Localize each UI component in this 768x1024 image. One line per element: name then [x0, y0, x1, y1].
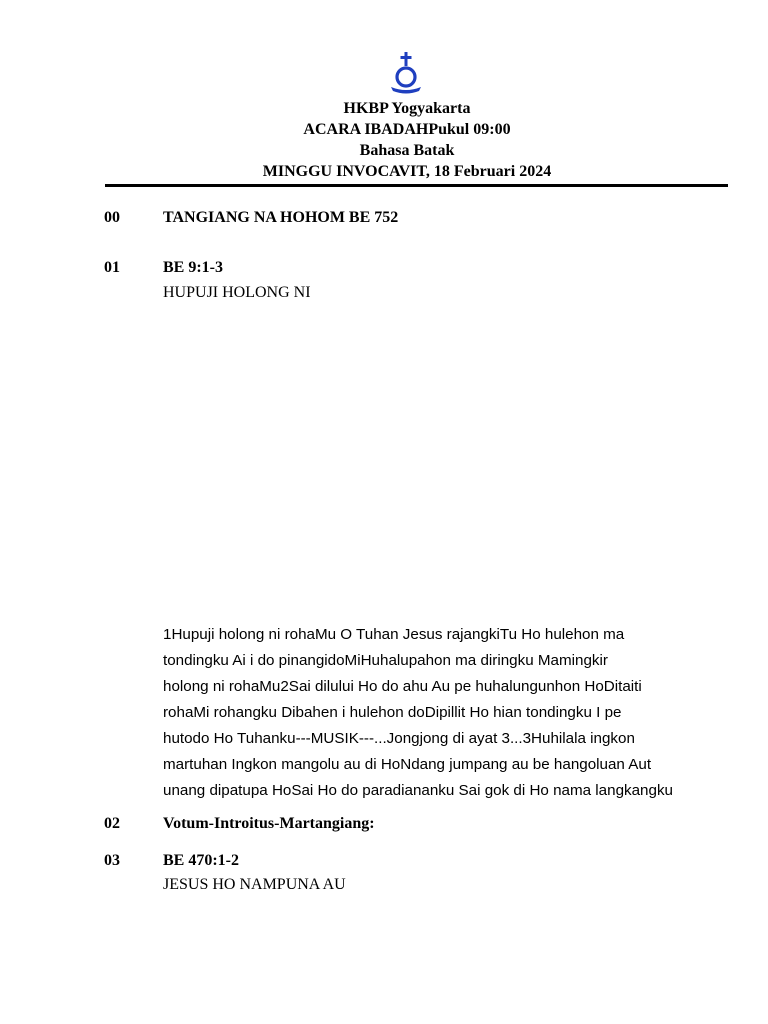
lyrics-line: rohaMi rohangku Dibahen i hulehon doDipillit Ho hian tondingku I pe	[163, 704, 622, 721]
item-number: 02	[104, 815, 120, 832]
item-title: BE 9:1-3	[163, 259, 223, 276]
hymn-title: JESUS HO NAMPUNA AU	[163, 876, 346, 893]
header-divider	[105, 184, 728, 187]
church-name: HKBP Yogyakarta	[343, 100, 471, 117]
lyrics-line: martuhan Ingkon mangolu au di HoNdang jumpang au be hangoluan Aut	[163, 756, 652, 773]
lyrics-line: 1Hupuji holong ni rohaMu O Tuhan Jesus rajangkiTu Ho hulehon ma	[163, 626, 625, 643]
service-date: MINGGU INVOCAVIT, 18 Februari 2024	[262, 163, 552, 180]
lyrics-line: hutodo Ho Tuhanku---MUSIK---...Jongjong di ayat 3...3Huhilala ingkon	[163, 730, 635, 747]
item-title: Votum-Introitus-Martangiang:	[163, 815, 375, 832]
lyrics-line: unang dipatupa HoSai Ho do paradiananku Sai gok di Ho nama langkangku	[163, 782, 673, 799]
lyrics-line: holong ni rohaMu2Sai dilului Ho do ahu Au pe huhalungunhon HoDitaiti	[163, 678, 642, 695]
hymn-title: HUPUJI HOLONG NI	[163, 284, 311, 301]
hymn-lyrics	[163, 622, 715, 804]
item-title: TANGIANG NA HOHOM BE 752	[163, 209, 399, 226]
service-language: Bahasa Batak	[359, 142, 455, 159]
church-cross-logo-icon	[386, 50, 426, 96]
item-number: 01	[104, 259, 120, 276]
item-number: 00	[104, 209, 120, 226]
service-title: ACARA IBADAHPukul 09:00	[303, 121, 511, 138]
lyrics-line: tondingku Ai i do pinangidoMiHuhalupahon ma diringku Mamingkir	[163, 652, 608, 669]
item-number: 03	[104, 852, 120, 869]
item-title: BE 470:1-2	[163, 852, 239, 869]
document-header	[104, 98, 710, 182]
